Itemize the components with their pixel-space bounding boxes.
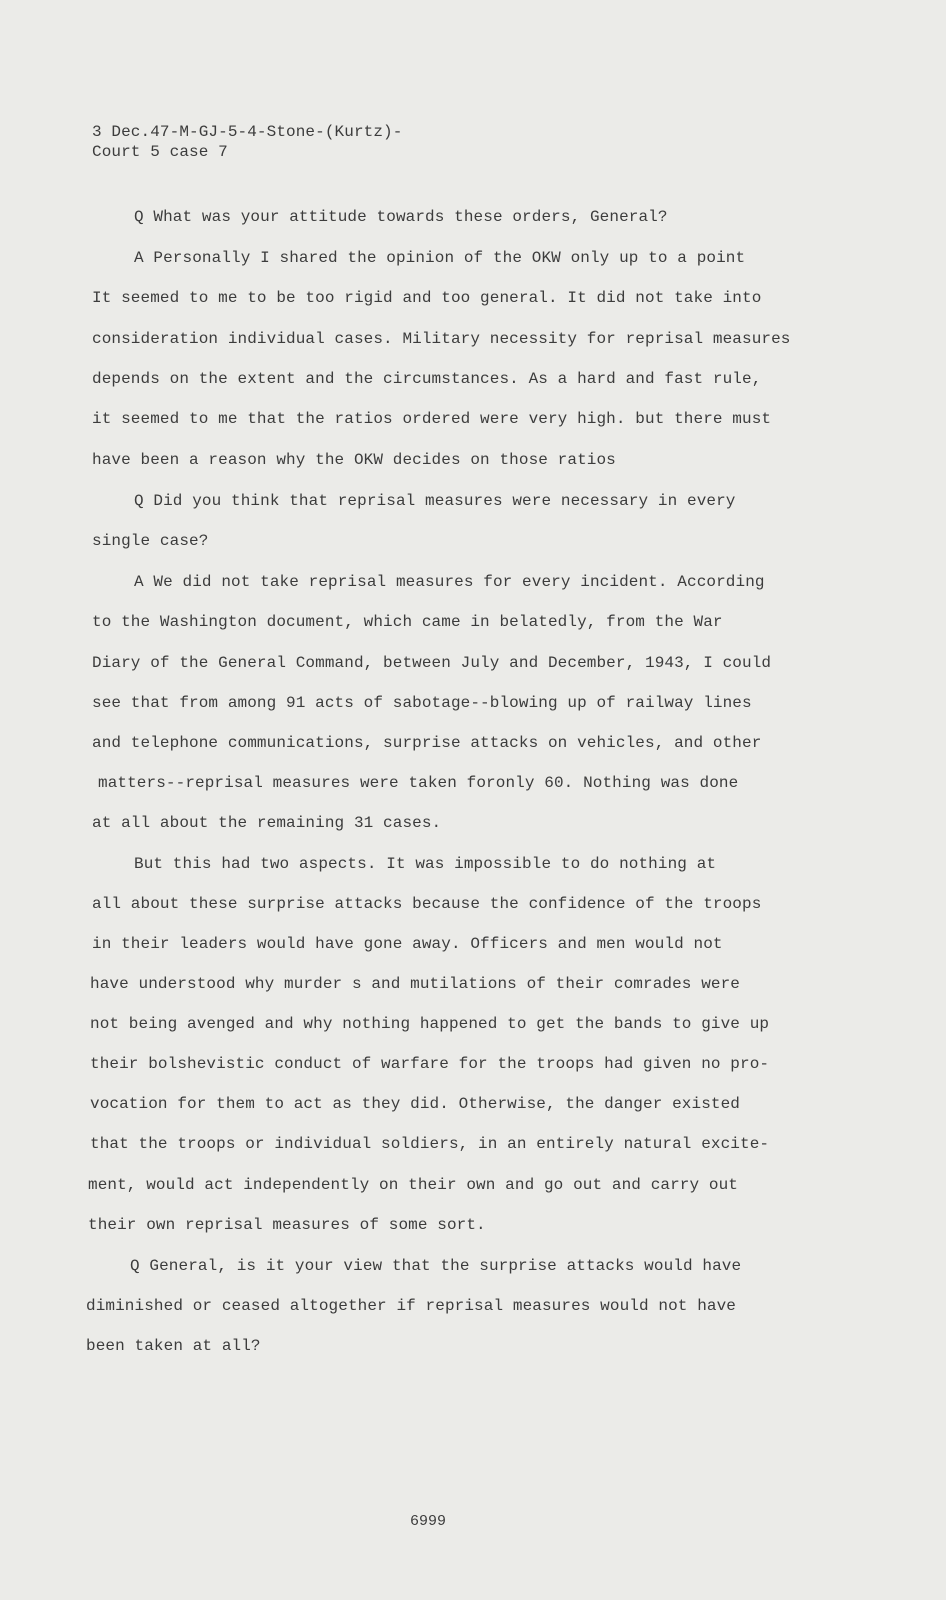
text-line: A We did not take reprisal measures for every incident. According bbox=[134, 573, 765, 591]
header-line-2: Court 5 case 7 bbox=[92, 143, 228, 161]
text-line: vocation for them to act as they did. Otherwise, the danger existed bbox=[90, 1095, 741, 1113]
text-line: A Personally I shared the opinion of the OKW only up to a point bbox=[134, 249, 746, 267]
text-line: and telephone communications, surprise attacks on vehicles, and other bbox=[92, 734, 762, 752]
text-line: all about these surprise attacks because the confidence of the troops bbox=[92, 895, 762, 913]
text-line: have been a reason why the OKW decides on those ratios bbox=[92, 451, 616, 469]
text-line: ment, would act independently on their own and go out and carry out bbox=[88, 1176, 739, 1194]
text-line: diminished or ceased altogether if reprisal measures would not have bbox=[86, 1297, 737, 1315]
text-line: depends on the extent and the circumstances. As a hard and fast rule, bbox=[92, 370, 762, 388]
page-number: 6999 bbox=[410, 1513, 447, 1530]
text-line: that the troops or individual soldiers, in an entirely natural excite- bbox=[90, 1135, 770, 1153]
text-line: single case? bbox=[92, 532, 209, 550]
text-line: their bolshevistic conduct of warfare for the troops had given no pro- bbox=[90, 1055, 770, 1073]
text-line: consideration individual cases. Military necessity for reprisal measures bbox=[92, 330, 791, 348]
text-line: Q Did you think that reprisal measures were necessary in every bbox=[134, 492, 736, 510]
text-line: Diary of the General Command, between July and December, 1943, I could bbox=[92, 654, 772, 672]
text-line: It seemed to me to be too rigid and too general. It did not take into bbox=[92, 289, 762, 307]
text-line: at all about the remaining 31 cases. bbox=[92, 814, 442, 832]
text-line: their own reprisal measures of some sort. bbox=[88, 1216, 486, 1234]
text-line: have understood why murder s and mutilations of their comrades were bbox=[90, 975, 741, 993]
text-line: not being avenged and why nothing happened to get the bands to give up bbox=[90, 1015, 770, 1033]
text-line: been taken at all? bbox=[86, 1337, 261, 1355]
text-line: But this had two aspects. It was impossible to do nothing at bbox=[134, 855, 717, 873]
header-line-1: 3 Dec.47-M-GJ-5-4-Stone-(Kurtz)- bbox=[92, 123, 403, 141]
text-line: in their leaders would have gone away. Officers and men would not bbox=[92, 935, 723, 953]
text-line: Q What was your attitude towards these orders, General? bbox=[134, 208, 668, 226]
text-line: matters--reprisal measures were taken foronly 60. Nothing was done bbox=[98, 774, 739, 792]
text-line: see that from among 91 acts of sabotage--blowing up of railway lines bbox=[92, 694, 752, 712]
text-line: it seemed to me that the ratios ordered were very high. but there must bbox=[92, 410, 772, 428]
text-line: Q General, is it your view that the surprise attacks would have bbox=[130, 1257, 742, 1275]
text-line: to the Washington document, which came in belatedly, from the War bbox=[92, 613, 723, 631]
